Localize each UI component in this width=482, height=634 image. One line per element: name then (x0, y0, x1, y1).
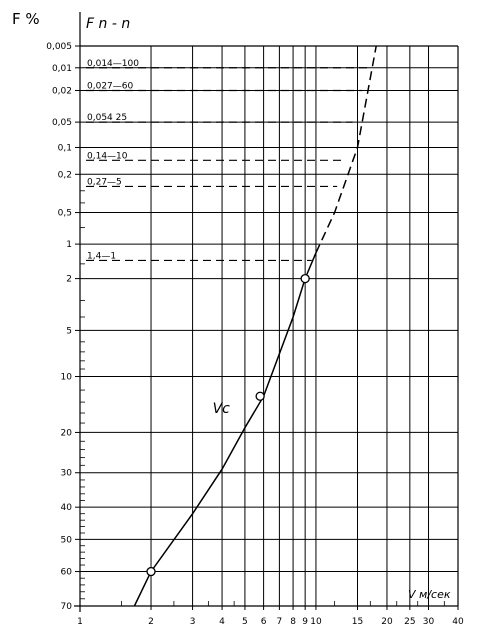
series-line-dashed (316, 46, 376, 253)
x-tick-label: 10 (310, 617, 322, 627)
y-tick-label: 0,05 (51, 118, 72, 129)
series (134, 46, 376, 606)
data-point (256, 392, 264, 400)
series-line (134, 253, 316, 606)
x-tick-label: 15 (351, 617, 364, 627)
annotation-label: 0,14—10 (87, 151, 128, 162)
y-tick-label: 5 (66, 326, 72, 337)
annotation-label: 0,27—5 (87, 177, 122, 188)
y-tick-label: 50 (60, 535, 72, 546)
y-axis-tick-labels (46, 42, 72, 612)
annotation-label: 1,4—1 (87, 251, 117, 262)
annotation-label: 0,054 25 (87, 113, 128, 124)
y-tick-label: 0,01 (51, 63, 72, 74)
annotation-label: 0,014—100 (87, 58, 139, 69)
x-tick-label: 7 (276, 617, 283, 627)
y-tick-label: 2 (66, 274, 72, 285)
x-tick-label: 1 (77, 617, 83, 627)
annotations (86, 59, 367, 262)
x-tick-label: 6 (260, 617, 267, 627)
x-tick-label: 20 (381, 617, 393, 627)
annotation-label: 0,027—60 (87, 81, 134, 92)
x-axis-tick-labels (77, 617, 464, 627)
x-tick-label: 25 (404, 617, 416, 627)
x-tick-label: 40 (452, 617, 464, 627)
y-tick-label: 20 (60, 428, 72, 439)
x-tick-label: 5 (242, 617, 248, 627)
x-tick-label: 30 (422, 617, 435, 627)
data-point (301, 275, 309, 283)
markers (147, 275, 309, 576)
y-tick-label: 70 (60, 602, 72, 612)
y-tick-label: 0,02 (51, 86, 72, 97)
x-tick-label: 3 (189, 617, 196, 627)
grid (74, 12, 458, 612)
y-tick-label: 0,005 (46, 42, 72, 52)
y-tick-label: 40 (60, 503, 72, 514)
y-tick-label: 0,5 (57, 208, 72, 219)
y-tick-label: 30 (60, 468, 72, 479)
y-tick-label: 0,2 (57, 170, 72, 181)
chart-subtitle: F n - n (86, 16, 131, 32)
y-tick-label: 10 (60, 372, 72, 383)
x-tick-label: 8 (290, 617, 296, 627)
curve-label: Vc (212, 401, 230, 418)
x-tick-label: 2 (148, 617, 154, 627)
y-tick-label: 1 (66, 240, 72, 251)
y-tick-label: 0,1 (57, 143, 72, 154)
y-axis-title: F % (12, 10, 40, 28)
y-tick-label: 60 (60, 567, 72, 578)
x-tick-label: 4 (219, 617, 225, 627)
x-axis-label: V м/сек (408, 588, 451, 601)
data-point (147, 568, 155, 576)
x-tick-label: 9 (302, 617, 309, 627)
